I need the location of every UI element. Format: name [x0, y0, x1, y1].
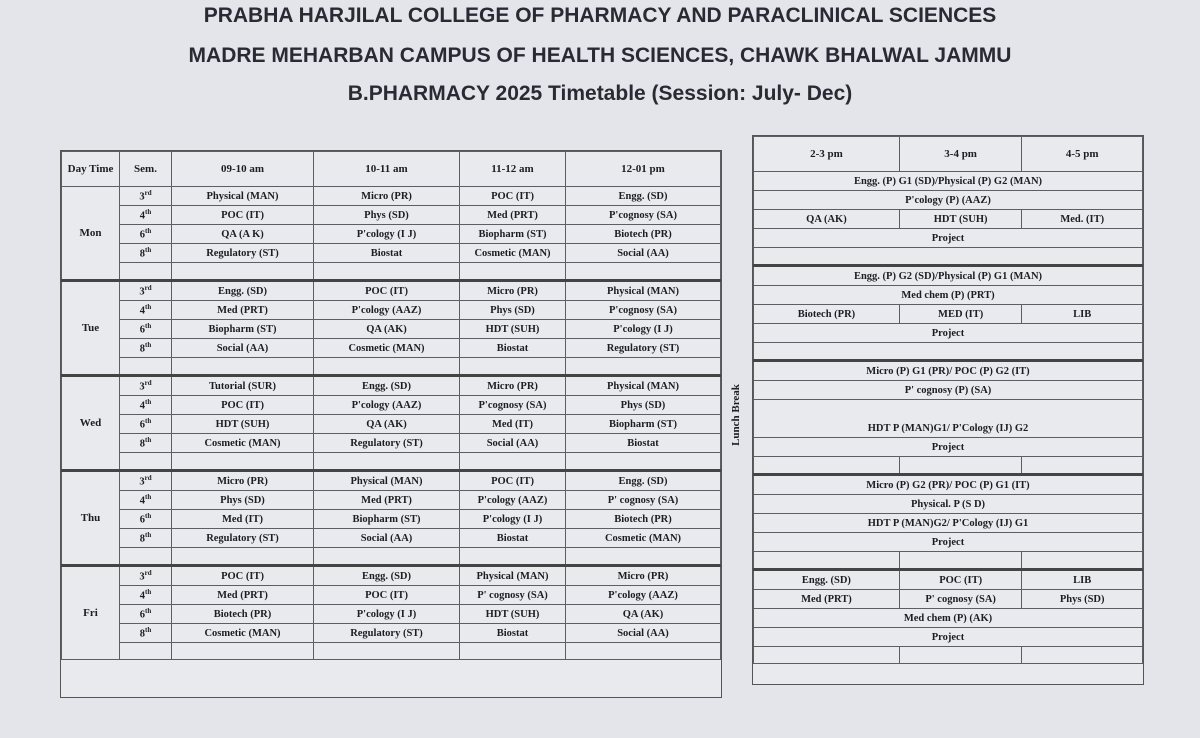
sem-header: Sem. [120, 152, 172, 187]
wed-pm-project: Project [754, 438, 1143, 457]
sem-suffix: th [145, 607, 152, 616]
class-cell: Engg. (SD) [566, 187, 721, 206]
class-cell: Phys (SD) [314, 206, 460, 225]
college-name: PRABHA HARJILAL COLLEGE OF PHARMACY AND PARACLINICAL SCIENCES [203, 4, 997, 27]
class-cell: Biostat [460, 339, 566, 358]
class-cell: P'cology (AAZ) [566, 586, 721, 605]
class-cell: Med (IT) [172, 510, 314, 529]
class-cell: Physical (MAN) [460, 566, 566, 586]
sem-label [120, 281, 172, 301]
sem-suffix: rd [144, 474, 152, 483]
sem-label [120, 376, 172, 396]
tue-pm-row-2: Med chem (P) (PRT) [754, 286, 1143, 305]
table-row [62, 320, 721, 339]
class-cell: Biotech (PR) [566, 225, 721, 244]
table-row [62, 529, 721, 548]
tue-pm-project: Project [754, 324, 1143, 343]
sem-number: 8 [139, 248, 145, 260]
fri-pm-cell-1c: LIB [1022, 570, 1143, 590]
table-row [62, 471, 721, 491]
table-row [62, 376, 721, 396]
class-cell: P'cognosy (SA) [566, 301, 721, 320]
class-cell: P'cognosy (SA) [460, 396, 566, 415]
table-row [62, 605, 721, 624]
sem-suffix: th [145, 341, 152, 350]
class-cell: Phys (SD) [566, 396, 721, 415]
day-label: Tue [62, 281, 120, 376]
wed-pm-row-2: P' cognosy (P) (SA) [754, 381, 1143, 400]
sem-label [120, 206, 172, 225]
mon-pm-row-2: P'cology (P) (AAZ) [754, 191, 1143, 210]
class-cell: QA (AK) [566, 605, 721, 624]
sem-number: 3 [139, 286, 145, 298]
class-cell: HDT (SUH) [172, 415, 314, 434]
fri-pm-row-3: Med chem (P) (AK) [754, 609, 1143, 628]
sem-label [120, 529, 172, 548]
table-row [62, 301, 721, 320]
sem-label [120, 566, 172, 586]
class-cell: QA (AK) [314, 415, 460, 434]
fri-pm-cell-2a: Med (PRT) [754, 590, 900, 609]
sem-suffix: th [145, 531, 152, 540]
mon-pm-cell-a: QA (AK) [754, 210, 900, 229]
class-cell: Biostat [460, 529, 566, 548]
class-cell: Med (PRT) [172, 301, 314, 320]
class-cell: Micro (PR) [314, 187, 460, 206]
sem-label [120, 244, 172, 263]
sem-label [120, 510, 172, 529]
class-cell: QA (AK) [314, 320, 460, 339]
sem-label [120, 586, 172, 605]
class-cell: Tutorial (SUR) [172, 376, 314, 396]
class-cell: Cosmetic (MAN) [314, 339, 460, 358]
afternoon-timetable [752, 135, 1144, 685]
slot-header-3: 11-12 am [460, 152, 566, 187]
fri-pm-cell-1a: Engg. (SD) [754, 570, 900, 590]
table-row [62, 281, 721, 301]
class-cell: Engg. (SD) [566, 471, 721, 491]
thu-pm-row-1: Micro (P) G2 (PR)/ POC (P) G1 (IT) [754, 475, 1143, 495]
table-row [62, 624, 721, 643]
sem-suffix: th [145, 512, 152, 521]
sem-label [120, 396, 172, 415]
fri-pm-cell-2b: P' cognosy (SA) [899, 590, 1022, 609]
sem-number: 6 [139, 324, 145, 336]
class-cell: POC (IT) [172, 566, 314, 586]
sem-suffix: th [145, 246, 152, 255]
mon-pm-project: Project [754, 229, 1143, 248]
sem-number: 3 [139, 191, 145, 203]
sem-number: 8 [139, 628, 145, 640]
table-row [62, 339, 721, 358]
class-cell: POC (IT) [314, 586, 460, 605]
spacer-row [62, 643, 721, 660]
class-cell: Med (IT) [460, 415, 566, 434]
mon-pm-cell-b: HDT (SUH) [899, 210, 1022, 229]
class-cell: Engg. (SD) [314, 376, 460, 396]
class-cell: POC (IT) [172, 206, 314, 225]
table-row [62, 225, 721, 244]
class-cell: P'cology (AAZ) [460, 491, 566, 510]
sem-label [120, 605, 172, 624]
thu-pm-project: Project [754, 533, 1143, 552]
sem-number: 3 [139, 476, 145, 488]
thu-pm-row-2: Physical. P (S D) [754, 495, 1143, 514]
sem-label [120, 187, 172, 206]
class-cell: Physical (MAN) [566, 376, 721, 396]
tue-pm-cell-b: MED (IT) [899, 305, 1022, 324]
class-cell: Biopharm (ST) [314, 510, 460, 529]
class-cell: P'cology (I J) [460, 510, 566, 529]
sem-label [120, 471, 172, 491]
class-cell: POC (IT) [460, 471, 566, 491]
sem-number: 3 [139, 381, 145, 393]
slot-header-4: 12-01 pm [566, 152, 721, 187]
class-cell: Biotech (PR) [172, 605, 314, 624]
class-cell: Micro (PR) [460, 376, 566, 396]
fri-pm-cell-1b: POC (IT) [899, 570, 1022, 590]
spacer-row [62, 548, 721, 566]
class-cell: Phys (SD) [460, 301, 566, 320]
class-cell: P'cology (AAZ) [314, 396, 460, 415]
class-cell: Regulatory (ST) [172, 529, 314, 548]
slot-header-1: 09-10 am [172, 152, 314, 187]
class-cell: Regulatory (ST) [314, 434, 460, 453]
sem-suffix: th [145, 227, 152, 236]
class-cell: Micro (PR) [172, 471, 314, 491]
pm-header-2: 3-4 pm [899, 137, 1022, 172]
class-cell: Med (PRT) [460, 206, 566, 225]
class-cell: Biotech (PR) [566, 510, 721, 529]
class-cell: Engg. (SD) [314, 566, 460, 586]
table-row [62, 434, 721, 453]
class-cell: Biostat [460, 624, 566, 643]
pm-header-1: 2-3 pm [754, 137, 900, 172]
sem-label [120, 225, 172, 244]
sem-suffix: th [145, 303, 152, 312]
sem-label [120, 320, 172, 339]
class-cell: Regulatory (ST) [566, 339, 721, 358]
sem-suffix: rd [144, 189, 152, 198]
class-cell: Social (AA) [566, 624, 721, 643]
class-cell: POC (IT) [172, 396, 314, 415]
fri-pm-project: Project [754, 628, 1143, 647]
wed-pm-row-3: HDT P (MAN)G1/ P'Cology (IJ) G2 [754, 400, 1143, 438]
fri-pm-cell-2c: Phys (SD) [1022, 590, 1143, 609]
sem-suffix: rd [144, 569, 152, 578]
tue-pm-row-1: Engg. (P) G2 (SD)/Physical (P) G1 (MAN) [754, 266, 1143, 286]
class-cell: Social (AA) [172, 339, 314, 358]
sem-label [120, 301, 172, 320]
timetable-title: B.PHARMACY 2025 Timetable (Session: July- Dec) [347, 82, 853, 105]
class-cell: P'cology (AAZ) [314, 301, 460, 320]
sem-number: 8 [139, 438, 145, 450]
class-cell: Micro (PR) [566, 566, 721, 586]
spacer-row [62, 358, 721, 376]
class-cell: Biopharm (ST) [460, 225, 566, 244]
class-cell: P'cology (I J) [314, 225, 460, 244]
sem-suffix: th [145, 436, 152, 445]
morning-timetable [60, 150, 722, 698]
class-cell: Physical (MAN) [566, 281, 721, 301]
class-cell: Regulatory (ST) [172, 244, 314, 263]
class-cell: QA (A K) [172, 225, 314, 244]
class-cell: Social (AA) [460, 434, 566, 453]
table-row [62, 510, 721, 529]
sem-suffix: th [145, 398, 152, 407]
sem-number: 3 [139, 571, 145, 583]
sem-label [120, 339, 172, 358]
table-row [62, 187, 721, 206]
class-cell: Physical (MAN) [172, 187, 314, 206]
day-label: Wed [62, 376, 120, 471]
class-cell: HDT (SUH) [460, 320, 566, 339]
class-cell: P' cognosy (SA) [460, 586, 566, 605]
sem-suffix: rd [144, 284, 152, 293]
table-row [62, 396, 721, 415]
right-header-row [754, 137, 1143, 172]
campus-name: MADRE MEHARBAN CAMPUS OF HEALTH SCIENCES, CHAWK BHALWAL JAMMU [188, 44, 1012, 67]
class-cell: Biopharm (ST) [172, 320, 314, 339]
sem-number: 6 [139, 609, 145, 621]
sem-label [120, 624, 172, 643]
day-label: Thu [62, 471, 120, 566]
table-row [62, 491, 721, 510]
sem-number: 6 [139, 514, 145, 526]
sem-label [120, 434, 172, 453]
header-row [62, 152, 721, 187]
class-cell: Cosmetic (MAN) [460, 244, 566, 263]
sem-suffix: th [145, 208, 152, 217]
class-cell: Social (AA) [314, 529, 460, 548]
sem-suffix: th [145, 417, 152, 426]
table-row [62, 566, 721, 586]
class-cell: P'cognosy (SA) [566, 206, 721, 225]
sem-suffix: th [145, 626, 152, 635]
sem-number: 4 [139, 400, 145, 412]
sem-suffix: th [145, 322, 152, 331]
sem-number: 4 [139, 495, 145, 507]
sem-suffix: rd [144, 379, 152, 388]
class-cell: POC (IT) [314, 281, 460, 301]
pm-header-3: 4-5 pm [1022, 137, 1143, 172]
class-cell: Micro (PR) [460, 281, 566, 301]
day-label: Mon [62, 187, 120, 281]
class-cell: Social (AA) [566, 244, 721, 263]
sem-suffix: th [145, 588, 152, 597]
class-cell: Engg. (SD) [172, 281, 314, 301]
day-label: Fri [62, 566, 120, 660]
class-cell: Cosmetic (MAN) [172, 434, 314, 453]
lunch-break: Lunch Break [730, 384, 742, 446]
spacer-row [62, 263, 721, 281]
sem-number: 6 [139, 419, 145, 431]
class-cell: Cosmetic (MAN) [172, 624, 314, 643]
tue-pm-cell-a: Biotech (PR) [754, 305, 900, 324]
class-cell: Biostat [314, 244, 460, 263]
class-cell: Physical (MAN) [314, 471, 460, 491]
class-cell: POC (IT) [460, 187, 566, 206]
mon-pm-cell-c: Med. (IT) [1022, 210, 1143, 229]
class-cell: P' cognosy (SA) [566, 491, 721, 510]
sem-suffix: th [145, 493, 152, 502]
table-row [62, 586, 721, 605]
slot-header-2: 10-11 am [314, 152, 460, 187]
sem-number: 4 [139, 305, 145, 317]
sem-label [120, 415, 172, 434]
table-row [62, 244, 721, 263]
sem-number: 4 [139, 210, 145, 222]
thu-pm-row-3: HDT P (MAN)G2/ P'Cology (IJ) G1 [754, 514, 1143, 533]
wed-pm-row-1: Micro (P) G1 (PR)/ POC (P) G2 (IT) [754, 361, 1143, 381]
class-cell: P'cology (I J) [314, 605, 460, 624]
class-cell: Biopharm (ST) [566, 415, 721, 434]
sem-number: 8 [139, 343, 145, 355]
class-cell: Med (PRT) [314, 491, 460, 510]
class-cell: Biostat [566, 434, 721, 453]
sem-number: 6 [139, 229, 145, 241]
sem-number: 8 [139, 533, 145, 545]
class-cell: Med (PRT) [172, 586, 314, 605]
class-cell: Phys (SD) [172, 491, 314, 510]
sem-label [120, 491, 172, 510]
class-cell: P'cology (I J) [566, 320, 721, 339]
class-cell: Regulatory (ST) [314, 624, 460, 643]
mon-pm-row-1: Engg. (P) G1 (SD)/Physical (P) G2 (MAN) [754, 172, 1143, 191]
table-row [62, 415, 721, 434]
tue-pm-cell-c: LIB [1022, 305, 1143, 324]
table-row [62, 206, 721, 225]
spacer-row [62, 453, 721, 471]
class-cell: Cosmetic (MAN) [566, 529, 721, 548]
day-time-header: Day Time [62, 152, 120, 187]
sem-number: 4 [139, 590, 145, 602]
class-cell: HDT (SUH) [460, 605, 566, 624]
